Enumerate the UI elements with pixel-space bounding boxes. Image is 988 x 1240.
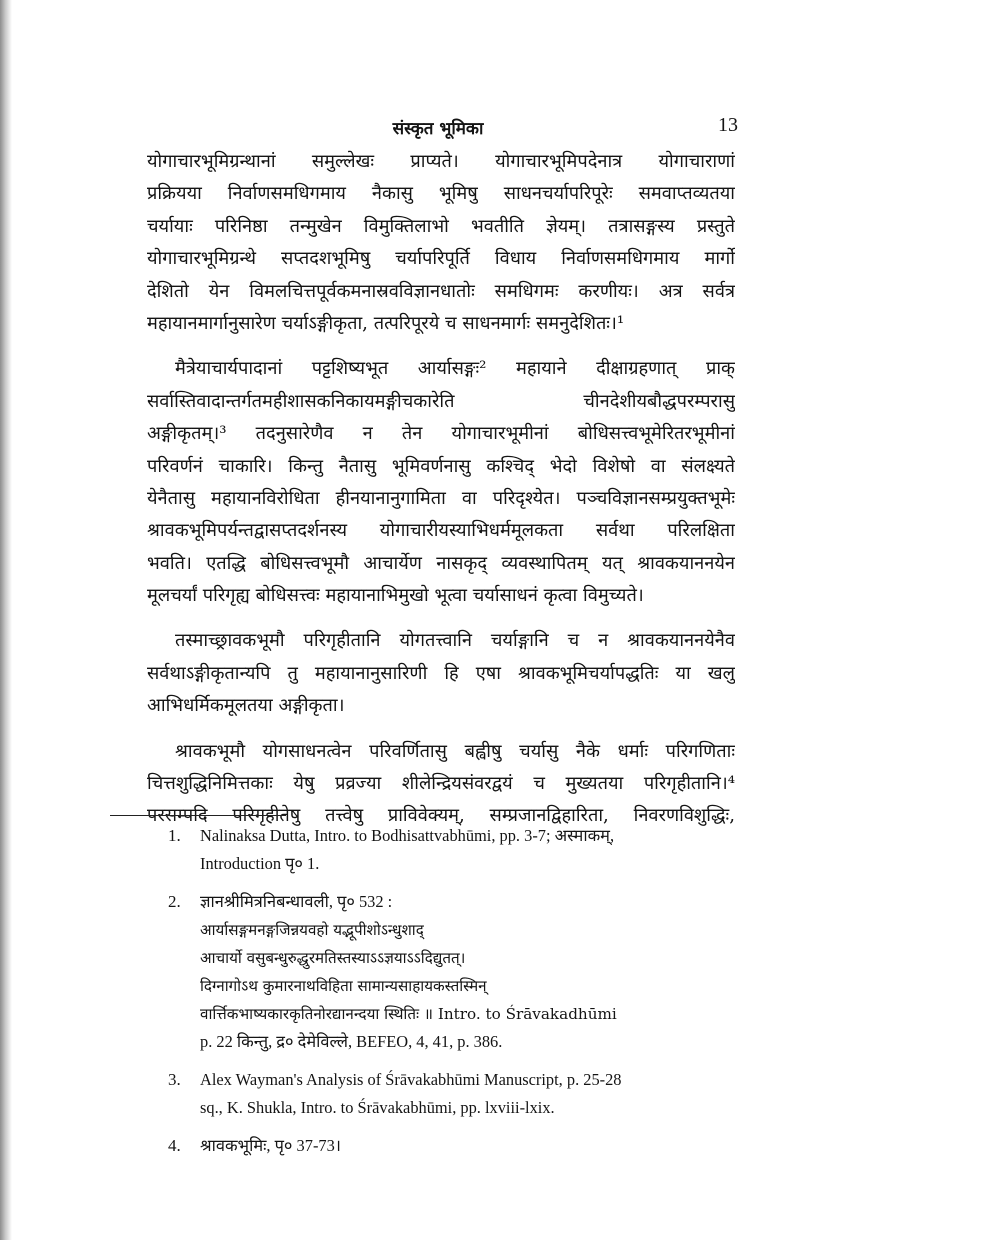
text-line: चर्यायाः परिनिष्ठा तन्मुखेन विमुक्तिलाभो भवतीति ज्ञेयम्। तत्रासङ्गस्य प्रस्तुते — [147, 215, 735, 237]
footnote-2 — [168, 888, 738, 1056]
footnote-number: 1. — [168, 826, 181, 845]
footnote-number: 2. — [168, 892, 181, 911]
text-line: परिवर्णनं चाकारि। किन्तु नैतासु भूमिवर्णनासु कश्चिद् भेदो विशेषो वा संलक्ष्यते — [147, 455, 735, 477]
text-line: आभिधर्मिकमूलतया अङ्गीकृता। — [147, 695, 345, 717]
footnote-line: Introduction पृ० 1. — [200, 854, 320, 873]
footnote-verse-line: आचार्यो वसुबन्धुरुद्धुरमतिस्तस्याऽऽज्ञयाऽऽदिद्युतत्। — [200, 949, 466, 967]
text-line: भवति। एतद्धि बोधिसत्त्वभूमौ आचार्येण नासकृद् व्यवस्थापितम् यत् श्रावकयाननयेन — [147, 552, 735, 574]
text-line: तस्माच्छ्रावकभूमौ परिगृहीतानि योगतत्त्वानि चर्याङ्गानि च न श्रावकयाननयेनैव — [175, 630, 735, 652]
footnote-verse-line: आर्यासङ्गमनङ्गजिन्नयवहो यद्भूपीशोऽन्धुशाद् — [200, 921, 424, 939]
text-line: येनैतासु महायानविरोधिता हीनयानानुगामिता वा परिदृश्येत। पञ्चविज्ञानसम्प्रयुक्तभूमेः — [147, 487, 735, 509]
body-text — [147, 146, 735, 833]
text-line: अङ्गीकृतम्।³ तदनुसारेणैव न तेन योगाचारभूमीनां बोधिसत्त्वभूमेरितरभूमीनां — [147, 423, 735, 445]
footnote-line: श्रावकभूमिः, पृ० 37-73। — [200, 1136, 342, 1155]
footnote-line: Nalinaksa Dutta, Intro. to Bodhisattvabhūmi, pp. 3-7; अस्माकम्, — [200, 826, 615, 845]
text-line: मूलचर्यां परिगृह्य बोधिसत्त्वः महायानाभिमुखो भूत्वा चर्यासाधनं कृत्वा विमुच्यते। — [147, 585, 644, 607]
footnote-separator — [110, 815, 286, 816]
footnote-line: ज्ञानश्रीमित्रनिबन्धावली, पृ० 532 : — [200, 892, 393, 911]
paragraph-4 — [147, 736, 735, 833]
text-line: सर्वथाऽङ्गीकृतान्यपि तु महायानानुसारिणी हि एषा श्रावकभूमिचर्यापद्धतिः या खलु — [147, 662, 735, 684]
paragraph-2 — [147, 353, 735, 612]
paragraph-3 — [147, 625, 735, 722]
footnote-line: p. 22 किन्तु, द्र० देमेविल्ले, BEFEO, 4, 41, p. 386. — [200, 1032, 503, 1051]
text-line: मैत्रेयाचार्यपादानां पट्टशिष्यभूत आर्यासङ्गः² महायाने दीक्षाग्रहणात् प्राक् — [175, 358, 735, 380]
page-spine-shadow — [0, 0, 12, 1240]
footnote-verse-line: दिग्नागोऽथ कुमारनाथविहिता सामान्यसाहायकस्तस्मिन् — [200, 977, 487, 995]
text-line: योगाचारभूमिग्रन्थानां समुल्लेखः प्राप्यते। योगाचारभूमिपदेनात्र योगाचाराणां — [147, 151, 735, 172]
footnote-number: 3. — [168, 1070, 181, 1089]
text-line: प्रक्रियया निर्वाणसमधिगमाय नैकासु भूमिषु साधनचर्यापरिपूरेः समवाप्तव्यतया — [147, 183, 735, 205]
footnote-line: sq., K. Shukla, Intro. to Śrāvakabhūmi, pp. lxviii-lxix. — [200, 1098, 555, 1117]
text-line: परसम्पदि परिगृहीतेषु तत्त्वेषु प्राविवेक्यम्, सम्प्रजानद्विहारिता, निवरणविशुद्धिः, — [147, 805, 735, 827]
text-line: सर्वास्तिवादान्तर्गतमहीशासकनिकायमङ्गीचकारेति चीनदेशीयबौद्धपरम्परासु — [147, 390, 735, 412]
footnote-number: 4. — [168, 1136, 181, 1155]
page-number: 13 — [718, 114, 738, 136]
footnote-4 — [168, 1132, 738, 1160]
footnote-verse-line: वार्त्तिकभाष्यकारकृतिनोरद्यानन्दया स्थितिः ॥ Intro. to Śrāvakadhūmi — [200, 1005, 617, 1023]
text-line: योगाचारभूमिग्रन्थे सप्तदशभूमिषु चर्यापरिपूर्ति विधाय निर्वाणसमधिगमाय मार्गो — [147, 248, 735, 270]
text-line: महायानमार्गानुसारेण चर्याऽङ्गीकृता, तत्परिपूरये च साधनमार्गः समनुदेशितः।¹ — [147, 312, 625, 334]
paragraph-1 — [147, 146, 735, 340]
page-header — [138, 112, 738, 142]
running-title: संस्कृत भूमिका — [392, 119, 484, 139]
text-line: श्रावकभूमौ योगसाधनत्वेन परिवर्णितासु बह्वीषु चर्यासु नैके धर्माः परिगणिताः — [175, 740, 735, 762]
footnote-line: Alex Wayman's Analysis of Śrāvakabhūmi Manuscript, p. 25-28 — [200, 1070, 622, 1089]
text-line: देशितो येन विमलचित्तपूर्वकमनास्रवविज्ञानधातोः समधिगमः करणीयः। अत्र सर्वत्र — [147, 280, 735, 302]
footnote-1 — [168, 822, 738, 878]
footnote-3 — [168, 1066, 738, 1122]
text-line: चित्तशुद्धिनिमित्तकाः येषु प्रव्रज्या शीलेन्द्रियसंवरद्वयं च मुख्यतया परिगृहीतानि।⁴ — [147, 773, 735, 795]
text-line: श्रावकभूमिपर्यन्तद्वासप्तदर्शनस्य योगाचारीयस्याभिधर्ममूलकता सर्वथा परिलक्षिता — [147, 520, 735, 542]
footnotes — [168, 822, 738, 1160]
